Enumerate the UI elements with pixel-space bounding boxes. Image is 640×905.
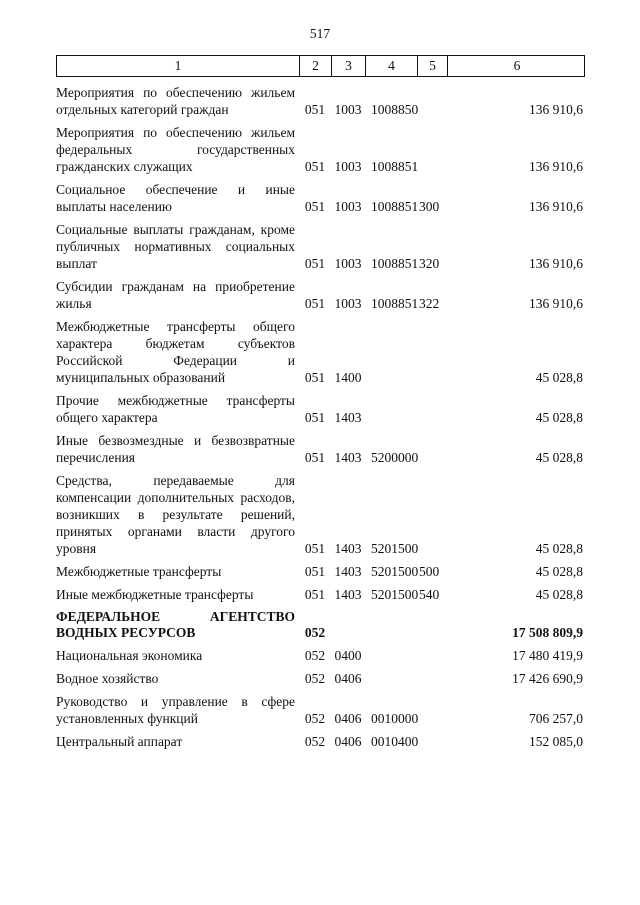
row-name: Средства, передаваемые для компенсации дополнительных расходов, возникших в результате решений, принятых органами власти другого уровня — [56, 473, 295, 556]
row-amount: 45 028,8 — [535, 370, 583, 385]
row-amount: 45 028,8 — [535, 587, 583, 602]
row-name: Межбюджетные трансферты — [56, 564, 222, 579]
row-expense-type: 322 — [419, 296, 440, 311]
row-ministry-code: 052 — [304, 648, 326, 663]
row-ministry-code: 052 — [304, 671, 326, 686]
table-row — [56, 278, 585, 312]
table-row — [56, 563, 585, 580]
row-section-code: 0406 — [334, 711, 362, 726]
row-target-code: 5200000 — [371, 450, 419, 465]
row-ministry-code: 052 — [304, 734, 326, 749]
row-ministry-code: 051 — [304, 102, 326, 117]
table-row — [56, 472, 585, 557]
table-row — [56, 432, 585, 466]
row-amount: 136 910,6 — [529, 199, 583, 214]
row-section-code: 1400 — [334, 370, 362, 385]
row-target-code: 0010000 — [371, 711, 419, 726]
row-section-code: 1003 — [334, 256, 362, 271]
row-amount: 17 508 809,9 — [512, 625, 583, 640]
row-name: Мероприятия по обеспечению жильем отдельных категорий граждан — [56, 85, 295, 117]
row-amount: 45 028,8 — [535, 541, 583, 556]
row-amount: 45 028,8 — [535, 564, 583, 579]
table-row — [56, 84, 585, 118]
table-header — [56, 55, 585, 77]
row-target-code: 0010400 — [371, 734, 419, 749]
row-amount: 45 028,8 — [535, 410, 583, 425]
row-expense-type: 320 — [419, 256, 440, 271]
row-section-code: 1003 — [334, 159, 362, 174]
table-row — [56, 609, 585, 641]
row-name: Иные межбюджетные трансферты — [56, 587, 254, 602]
row-target-code: 1008851 — [371, 159, 419, 174]
row-target-code: 1008851 — [371, 199, 419, 214]
row-amount: 17 480 419,9 — [512, 648, 583, 663]
row-name: Центральный аппарат — [56, 734, 183, 749]
row-target-code: 5201500 — [371, 541, 419, 556]
row-target-code: 1008850 — [371, 102, 419, 117]
row-name: Социальные выплаты гражданам, кроме публичных нормативных социальных выплат — [56, 222, 295, 271]
table-row — [56, 733, 585, 750]
table-row — [56, 693, 585, 727]
row-ministry-code: 051 — [304, 587, 326, 602]
header-col-5: 5 — [418, 56, 448, 76]
table-row — [56, 586, 585, 603]
row-ministry-code: 051 — [304, 564, 326, 579]
row-name: Мероприятия по обеспечению жильем федеральных государственных гражданских служащих — [56, 125, 295, 174]
row-amount: 17 426 690,9 — [512, 671, 583, 686]
row-amount: 136 910,6 — [529, 296, 583, 311]
row-section-code: 1403 — [334, 564, 362, 579]
row-ministry-code: 051 — [304, 159, 326, 174]
row-name: Руководство и управление в сфере установленных функций — [56, 694, 295, 726]
table-row — [56, 392, 585, 426]
row-expense-type: 500 — [419, 564, 440, 579]
row-section-code: 1003 — [334, 199, 362, 214]
table-row — [56, 124, 585, 175]
row-name: Водное хозяйство — [56, 671, 159, 686]
row-target-code: 5201500 — [371, 564, 419, 579]
table-row — [56, 221, 585, 272]
row-name: Иные безвозмездные и безвозвратные перечисления — [56, 433, 295, 465]
row-name: Социальное обеспечение и иные выплаты населению — [56, 182, 295, 214]
row-section-code: 0406 — [334, 671, 362, 686]
header-col-3: 3 — [332, 56, 366, 76]
row-name: Межбюджетные трансферты общего характера бюджетам субъектов Российской Федерации и муниципальных образований — [56, 319, 295, 385]
table-row — [56, 318, 585, 386]
table-body — [56, 84, 585, 756]
row-ministry-code: 051 — [304, 199, 326, 214]
row-ministry-code: 051 — [304, 370, 326, 385]
row-ministry-code: 051 — [304, 450, 326, 465]
table-row — [56, 181, 585, 215]
row-name: Национальная экономика — [56, 648, 203, 663]
row-name: Прочие межбюджетные трансферты общего характера — [56, 393, 295, 425]
header-col-6: 6 — [513, 58, 521, 73]
row-target-code: 5201500 — [371, 587, 419, 602]
row-section-code: 0400 — [334, 648, 362, 663]
table-row — [56, 670, 585, 687]
row-name: Субсидии гражданам на приобретение жилья — [56, 279, 295, 311]
row-target-code: 1008851 — [371, 296, 419, 311]
row-section-code: 1003 — [334, 102, 362, 117]
header-col-4: 4 — [366, 56, 418, 76]
row-amount: 136 910,6 — [529, 159, 583, 174]
row-amount: 45 028,8 — [535, 450, 583, 465]
row-section-code: 0406 — [334, 734, 362, 749]
table-row — [56, 647, 585, 664]
row-ministry-code: 052 — [304, 625, 326, 640]
row-amount: 136 910,6 — [529, 256, 583, 271]
row-amount: 152 085,0 — [529, 734, 583, 749]
row-expense-type: 540 — [419, 587, 440, 602]
row-ministry-code: 051 — [304, 296, 326, 311]
row-section-code: 1003 — [334, 296, 362, 311]
row-name: ФЕДЕРАЛЬНОЕ АГЕНТСТВО ВОДНЫХ РЕСУРСОВ — [56, 609, 295, 640]
row-ministry-code: 052 — [304, 711, 326, 726]
header-col-1: 1 — [57, 56, 300, 76]
row-section-code: 1403 — [334, 541, 362, 556]
row-ministry-code: 051 — [304, 410, 326, 425]
row-section-code: 1403 — [334, 450, 362, 465]
row-amount: 136 910,6 — [529, 102, 583, 117]
row-ministry-code: 051 — [304, 256, 326, 271]
page-number: 517 — [309, 26, 331, 41]
row-target-code: 1008851 — [371, 256, 419, 271]
header-col-2: 2 — [300, 56, 332, 76]
row-ministry-code: 051 — [304, 541, 326, 556]
row-section-code: 1403 — [334, 587, 362, 602]
row-amount: 706 257,0 — [529, 711, 583, 726]
row-section-code: 1403 — [334, 410, 362, 425]
row-expense-type: 300 — [419, 199, 440, 214]
